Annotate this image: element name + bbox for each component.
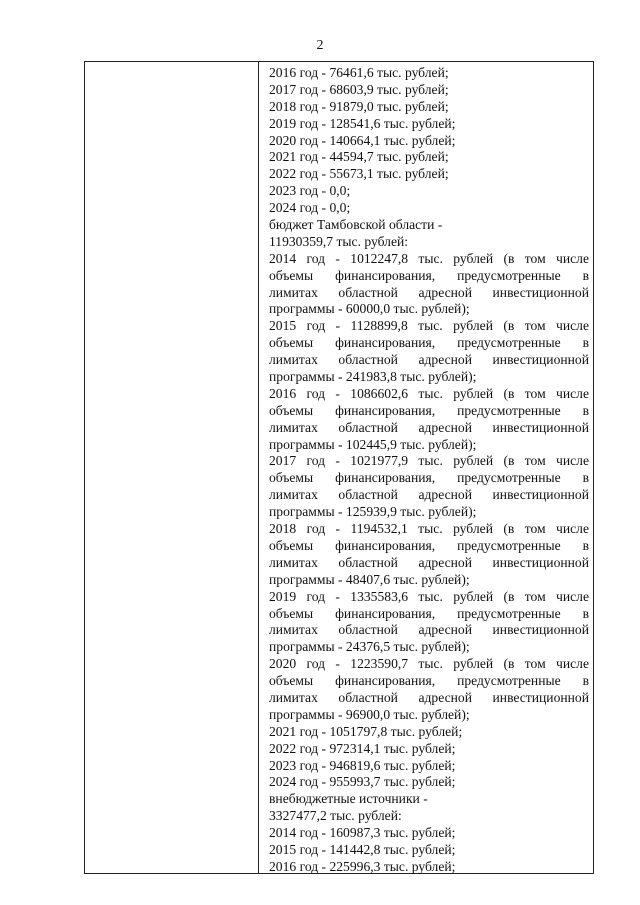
text-line: 2016 год - 1086602,6 тыс. рублей (в том числе <box>269 385 589 401</box>
text-line: 2016 год - 225996,3 тыс. рублей; <box>269 858 456 874</box>
text-line: лимитах областной адресной инвестиционной <box>269 487 589 503</box>
text-line: 2017 год - 68603,9 тыс. рублей; <box>269 81 449 97</box>
text-line: 2018 год - 91879,0 тыс. рублей; <box>269 98 449 114</box>
text-line: программы - 24376,5 тыс. рублей); <box>269 639 470 655</box>
text-line: объемы финансирования, предусмотренные в <box>269 402 589 418</box>
text-line: программы - 241983,8 тыс. рублей); <box>269 369 477 385</box>
text-line: 2017 год - 1021977,9 тыс. рублей (в том числе <box>269 453 589 469</box>
text-line: программы - 125939,9 тыс. рублей); <box>269 504 477 520</box>
text-line: объемы финансирования, предусмотренные в <box>269 605 589 621</box>
page-number: 2 <box>316 38 324 53</box>
text-line: лимитах областной адресной инвестиционной <box>269 554 589 570</box>
text-line: внебюджетные источники - <box>269 791 428 807</box>
text-line: программы - 48407,6 тыс. рублей); <box>269 571 470 587</box>
text-line: 2024 год - 955993,7 тыс. рублей; <box>269 774 456 790</box>
text-line: лимитах областной адресной инвестиционной <box>269 689 589 705</box>
text-line: 2023 год - 946819,6 тыс. рублей; <box>269 757 456 773</box>
text-line: 2020 год - 1223590,7 тыс. рублей (в том числе <box>269 656 589 672</box>
text-line: 2024 год - 0,0; <box>269 200 351 216</box>
column-divider <box>258 62 259 873</box>
text-line: 3327477,2 тыс. рублей: <box>269 808 402 824</box>
text-line: 2015 год - 1128899,8 тыс. рублей (в том числе <box>269 318 589 334</box>
text-line: лимитах областной адресной инвестиционной <box>269 419 589 435</box>
text-line: 2021 год - 1051797,8 тыс. рублей; <box>269 723 463 739</box>
text-line: 2022 год - 972314,1 тыс. рублей; <box>269 740 456 756</box>
text-line: программы - 96900,0 тыс. рублей); <box>269 706 470 722</box>
table-right-column <box>269 65 589 876</box>
text-line: 2023 год - 0,0; <box>269 183 351 199</box>
text-line: 2018 год - 1194532,1 тыс. рублей (в том числе <box>269 521 589 537</box>
text-line: программы - 102445,9 тыс. рублей); <box>269 436 477 452</box>
text-line: программы - 60000,0 тыс. рублей); <box>269 301 470 317</box>
text-line: объемы финансирования, предусмотренные в <box>269 673 589 689</box>
text-line: 2019 год - 1335583,6 тыс. рублей (в том числе <box>269 588 589 604</box>
text-line: лимитах областной адресной инвестиционной <box>269 622 589 638</box>
text-line: лимитах областной адресной инвестиционной <box>269 284 589 300</box>
text-line: 2014 год - 1012247,8 тыс. рублей (в том числе <box>269 250 589 266</box>
document-table <box>84 61 594 874</box>
text-line: 2015 год - 141442,8 тыс. рублей; <box>269 841 456 857</box>
text-line: 2022 год - 55673,1 тыс. рублей; <box>269 166 449 182</box>
text-line: 2019 год - 128541,6 тыс. рублей; <box>269 115 456 131</box>
text-line: бюджет Тамбовской области - <box>269 217 443 233</box>
text-line: 2020 год - 140664,1 тыс. рублей; <box>269 132 456 148</box>
text-line: 2014 год - 160987,3 тыс. рублей; <box>269 825 456 841</box>
text-line: 11930359,7 тыс. рублей: <box>269 233 409 249</box>
text-line: объемы финансирования, предусмотренные в <box>269 267 589 283</box>
text-line: 2016 год - 76461,6 тыс. рублей; <box>269 65 449 80</box>
text-line: 2021 год - 44594,7 тыс. рублей; <box>269 149 449 165</box>
text-line: объемы финансирования, предусмотренные в <box>269 537 589 553</box>
text-line: объемы финансирования, предусмотренные в <box>269 470 589 486</box>
text-line: объемы финансирования, предусмотренные в <box>269 335 589 351</box>
text-line: лимитах областной адресной инвестиционной <box>269 352 589 368</box>
